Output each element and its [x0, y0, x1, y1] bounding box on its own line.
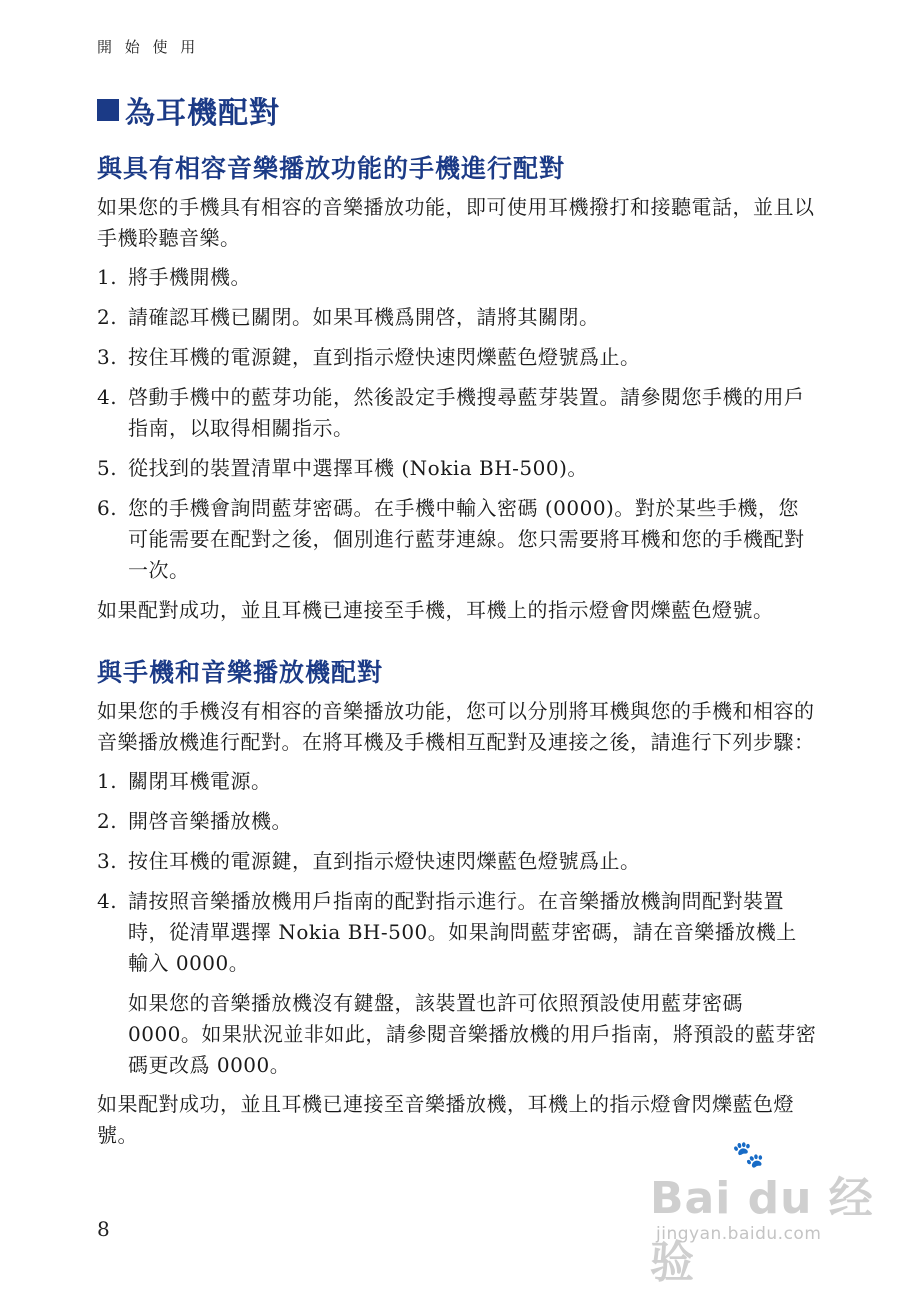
step-text: 關閉耳機電源。 — [128, 769, 272, 793]
page-number: 8 — [97, 1217, 110, 1241]
section-heading: 與具有相容音樂播放功能的手機進行配對 — [97, 154, 566, 183]
step-item — [97, 846, 817, 877]
step-item — [97, 453, 817, 484]
step-item — [97, 262, 817, 293]
step-number: 3. — [97, 345, 118, 369]
step-text: 從找到的裝置清單中選擇耳機 (Nokia BH-500)。 — [128, 456, 588, 480]
section-outro: 如果配對成功，並且耳機已連接至手機，耳機上的指示燈會閃爍藍色燈號。 — [97, 598, 774, 622]
page-title — [97, 88, 280, 132]
step-text: 開啓音樂播放機。 — [128, 809, 292, 833]
section-heading: 與手機和音樂播放機配對 — [97, 658, 384, 687]
running-header: 開 始 使 用 — [97, 38, 200, 56]
paw-icon: 🐾 — [732, 1140, 765, 1170]
watermark-site: jingyan.baidu.com — [656, 1224, 822, 1244]
step-number: 6. — [97, 496, 118, 520]
step-number: 2. — [97, 809, 118, 833]
step-item — [97, 493, 817, 586]
step-number: 2. — [97, 305, 118, 329]
step-text: 請按照音樂播放機用戶指南的配對指示進行。在音樂播放機詢問配對裝置時，從清單選擇 Nokia BH-500。如果詢問藍芽密碼，請在音樂播放機上輸入 0000。 — [128, 889, 797, 975]
step-text: 請確認耳機已關閉。如果耳機爲開啓，請將其關閉。 — [128, 305, 600, 329]
step-number: 4. — [97, 889, 118, 913]
watermark-brand: Bai du 经验 — [650, 1173, 874, 1288]
step-list — [97, 766, 817, 979]
section-intro: 如果您的手機沒有相容的音樂播放功能，您可以分別將耳機與您的手機和相容的音樂播放機進行配對。在將耳機及手機相互配對及連接之後，請進行下列步驟： — [97, 699, 815, 754]
step-number: 1. — [97, 265, 118, 289]
step-text: 您的手機會詢問藍芽密碼。在手機中輸入密碼 (0000)。對於某些手機，您可能需要在配對之後，個別進行藍芽連線。您只需要將耳機和您的手機配對一次。 — [128, 496, 805, 582]
content — [97, 150, 817, 1159]
step-text: 啓動手機中的藍芽功能，然後設定手機搜尋藍芽裝置。請參閱您手機的用戶指南，以取得相關指示。 — [128, 385, 805, 440]
section-phone-and-player-pairing — [97, 654, 817, 1151]
step-item — [97, 382, 817, 444]
step-text: 按住耳機的電源鍵，直到指示燈快速閃爍藍色燈號爲止。 — [128, 849, 641, 873]
step-number: 3. — [97, 849, 118, 873]
step-text: 將手機開機。 — [128, 265, 251, 289]
step-item — [97, 302, 817, 333]
step-list — [97, 262, 817, 586]
step-item — [97, 806, 817, 837]
section-outro: 如果配對成功，並且耳機已連接至音樂播放機，耳機上的指示燈會閃爍藍色燈號。 — [97, 1092, 794, 1147]
section-phone-pairing — [97, 150, 817, 626]
baidu-watermark — [650, 1140, 910, 1288]
section-intro: 如果您的手機具有相容的音樂播放功能，即可使用耳機撥打和接聽電話，並且以手機聆聽音樂。 — [97, 195, 815, 250]
page-title-text: 為耳機配對 — [125, 96, 280, 131]
step-item — [97, 342, 817, 373]
step-number: 4. — [97, 385, 118, 409]
step-number: 5. — [97, 456, 118, 480]
step-item — [97, 886, 817, 979]
step-item — [97, 766, 817, 797]
square-bullet-icon — [97, 99, 119, 121]
step-note: 如果您的音樂播放機沒有鍵盤，該裝置也許可依照預設使用藍芽密碼 0000。如果狀況並非如此，請參閱音樂播放機的用戶指南，將預設的藍芽密碼更改爲 0000。 — [128, 991, 817, 1077]
step-number: 1. — [97, 769, 118, 793]
step-text: 按住耳機的電源鍵，直到指示燈快速閃爍藍色燈號爲止。 — [128, 345, 641, 369]
